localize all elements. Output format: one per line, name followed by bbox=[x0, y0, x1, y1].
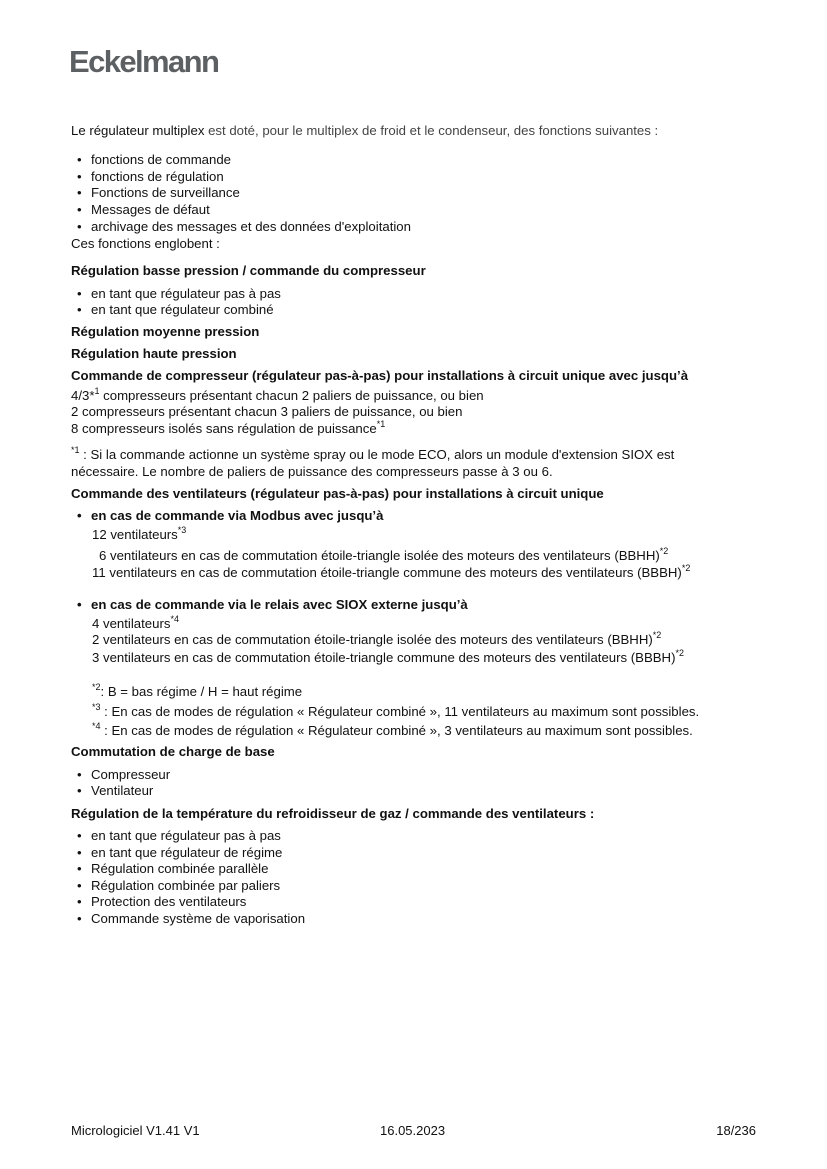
list-item-relay: • en cas de commande via le relais avec SIOX externe jusqu’à bbox=[77, 597, 468, 612]
heading-medium-pressure: Régulation moyenne pression bbox=[71, 324, 260, 339]
footnote: $^{*3}$ : En cas de modes de régulation « Régulateur combiné », 11 ventilateurs au maximum sont possibles. bbox=[92, 702, 700, 719]
intro-text bbox=[71, 123, 658, 139]
footer-date: 16.05.2023 bbox=[380, 1123, 446, 1138]
modbus-line: 12 ventilateurs$^{*3}$ bbox=[92, 525, 187, 542]
list-item: • fonctions de régulation bbox=[77, 169, 224, 184]
heading-fans: Commande des ventilateurs (régulateur pas-à-pas) pour installations à circuit unique bbox=[71, 486, 604, 501]
list-item: • Protection des ventilateurs bbox=[77, 894, 247, 909]
footnote: $^{*4}$ : En cas de modes de régulation « Régulateur combiné », 3 ventilateurs au maximum sont possibles. bbox=[92, 721, 693, 738]
modbus-line: 11 ventilateurs en cas de commutation étoile-triangle commune des moteurs des ventilateurs (BBBH)$^{*2}$ bbox=[92, 563, 691, 580]
compressor-line: 8 compresseurs isolés sans régulation de puissance$^{*1}$ bbox=[71, 419, 386, 436]
heading-low-pressure: Régulation basse pression / commande du compresseur bbox=[71, 263, 426, 278]
footer-page-number: 18/236 bbox=[716, 1123, 756, 1138]
list-item: • en tant que régulateur pas à pas bbox=[77, 828, 281, 843]
relay-line: 3 ventilateurs en cas de commutation étoile-triangle commune des moteurs des ventilateurs (BBBH)$^{*2}$ bbox=[92, 648, 684, 665]
compressor-line: 4/3*$^1$ compresseurs présentant chacun 2 paliers de puissance, ou bien bbox=[71, 386, 484, 403]
list-item: • en tant que régulateur combiné bbox=[77, 302, 274, 317]
intro-rest: est doté, pour le multiplex de froid et le condenseur, des fonctions suivantes : bbox=[204, 123, 659, 138]
footnote: $^{*2}$: B = bas régime / H = haut régime bbox=[92, 682, 303, 699]
list-item: • en tant que régulateur pas à pas bbox=[77, 286, 281, 301]
list-item: • Ventilateur bbox=[77, 783, 154, 798]
heading-high-pressure: Régulation haute pression bbox=[71, 346, 237, 361]
includes-text: Ces fonctions englobent : bbox=[71, 236, 220, 251]
list-item: • en tant que régulateur de régime bbox=[77, 845, 283, 860]
list-item: • Messages de défaut bbox=[77, 202, 210, 217]
heading-base-load: Commutation de charge de base bbox=[71, 744, 275, 759]
list-item: • fonctions de commande bbox=[77, 152, 232, 167]
relay-line: 2 ventilateurs en cas de commutation étoile-triangle isolée des moteurs des ventilateurs (BBHH)$^{*2}$ bbox=[92, 630, 662, 647]
footer-firmware: Micrologiciel V1.41 V1 bbox=[71, 1123, 200, 1138]
list-item: • Régulation combinée parallèle bbox=[77, 861, 269, 876]
list-item: • Fonctions de surveillance bbox=[77, 185, 240, 200]
relay-line: 4 ventilateurs$^{*4}$ bbox=[92, 614, 179, 631]
compressor-line: 2 compresseurs présentant chacun 3 paliers de puissance, ou bien bbox=[71, 404, 463, 419]
intro-subject: Le régulateur multiplex bbox=[71, 123, 205, 138]
footnote-1-cont: nécessaire. Le nombre de paliers de puissance des compresseurs passe à 3 ou 6. bbox=[71, 464, 553, 479]
list-item: • Régulation combinée par paliers bbox=[77, 878, 281, 893]
footnote-1: $^{*1}$ : Si la commande actionne un système spray ou le mode ECO, alors un module d'extension SIOX est bbox=[71, 445, 675, 462]
list-item: • Compresseur bbox=[77, 767, 171, 782]
heading-compressor: Commande de compresseur (régulateur pas-à-pas) pour installations à circuit unique avec jusqu’à bbox=[71, 368, 689, 383]
list-item: • Commande système de vaporisation bbox=[77, 911, 306, 926]
heading-gas-cooler: Régulation de la température du refroidisseur de gaz / commande des ventilateurs : bbox=[71, 806, 595, 821]
eckelmann-logo: Eckelmann bbox=[69, 44, 219, 79]
list-item: • archivage des messages et des données d'exploitation bbox=[77, 219, 411, 234]
modbus-line: 6 ventilateurs en cas de commutation étoile-triangle isolée des moteurs des ventilateurs (BBHH)$^{*2}$ bbox=[99, 546, 669, 563]
list-item-modbus: • en cas de commande via Modbus avec jusqu’à bbox=[77, 508, 384, 523]
